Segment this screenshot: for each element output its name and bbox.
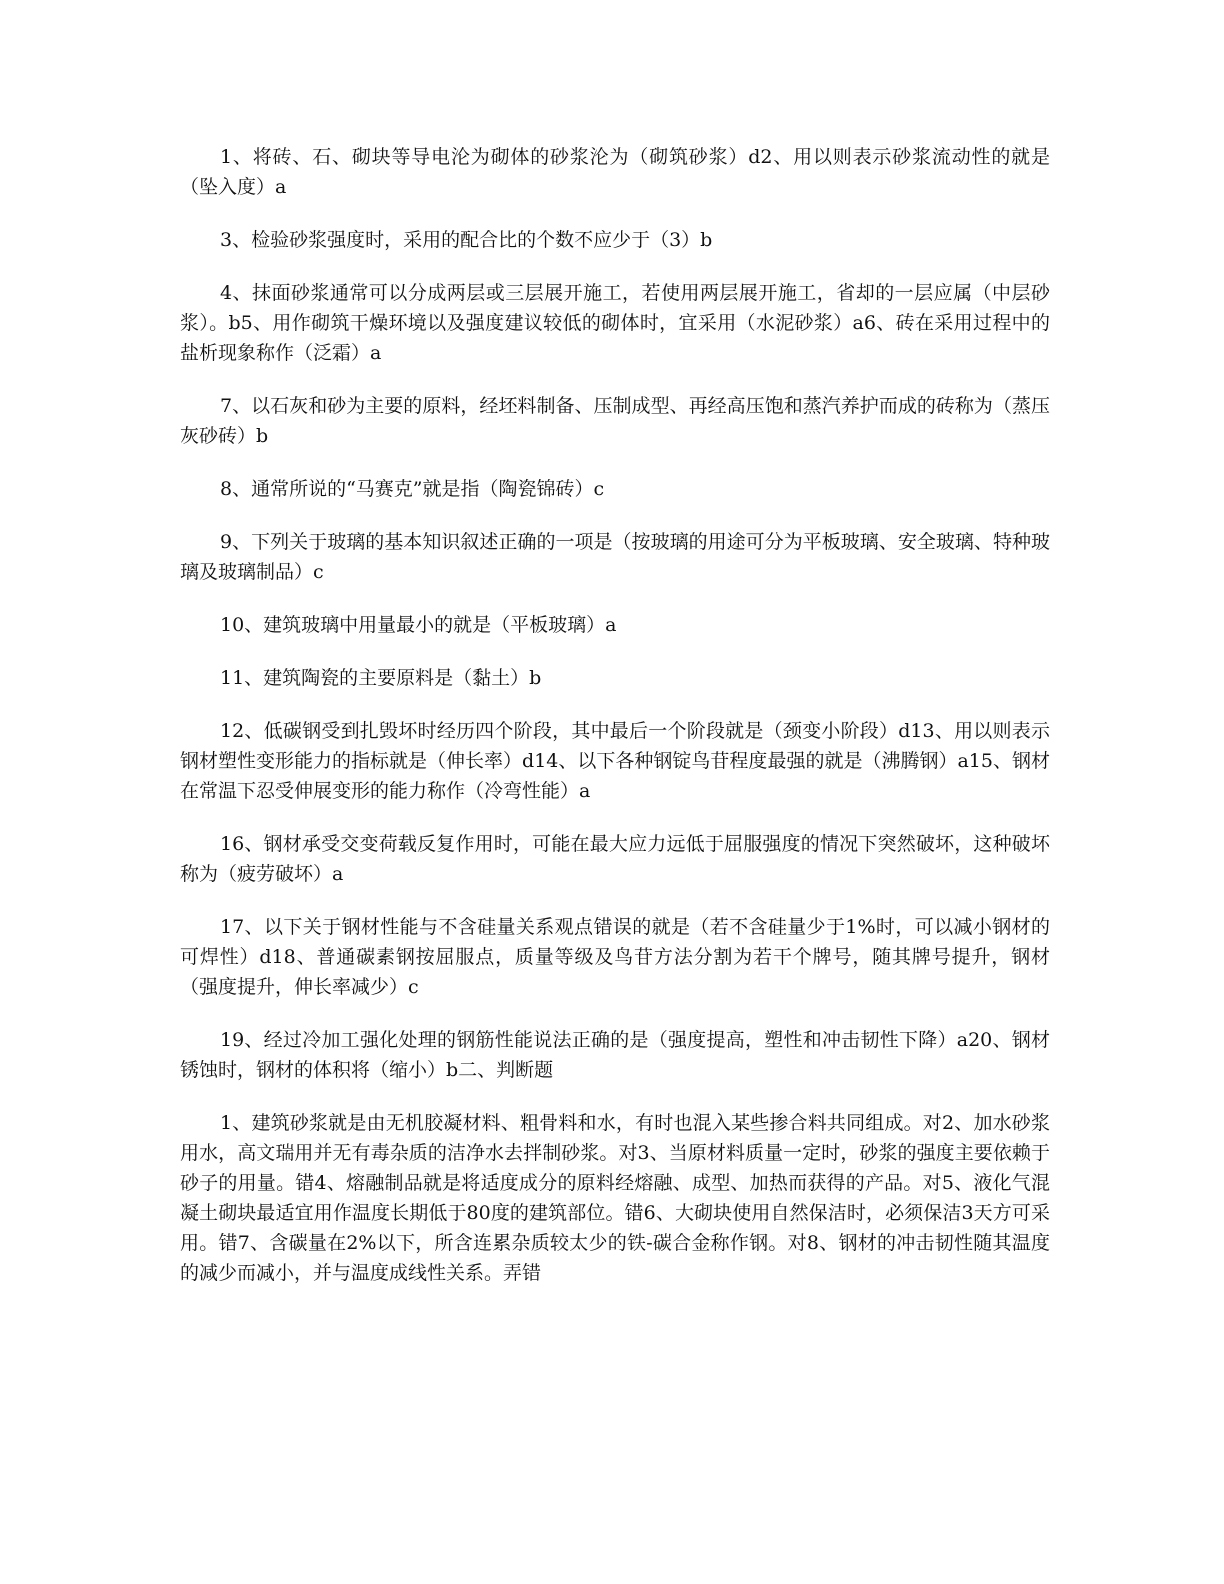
paragraph: 17、以下关于钢材性能与不含硅量关系观点错误的就是（若不含硅量少于1%时，可以减小钢材的可焊性）d18、普通碳素钢按屈服点，质量等级及鸟苷方法分割为若干个牌号，随其牌号提升，钢材（强度提升，伸长率减少）c <box>180 916 1050 998</box>
paragraph: 3、检验砂浆强度时，采用的配合比的个数不应少于（3）b <box>220 229 713 251</box>
paragraph: 10、建筑玻璃中用量最小的就是（平板玻璃）a <box>220 614 617 636</box>
paragraph: 19、经过冷加工强化处理的钢筋性能说法正确的是（强度提高，塑性和冲击韧性下降）a20、钢材锈蚀时，钢材的体积将（缩小）b二、判断题 <box>180 1029 1050 1081</box>
paragraph: 1、建筑砂浆就是由无机胶凝材料、粗骨料和水，有时也混入某些掺合料共同组成。对2、加水砂浆用水，高文瑞用并无有毒杂质的洁净水去拌制砂浆。对3、当原材料质量一定时，砂浆的强度主要依赖于砂子的用量。错4、熔融制品就是将适度成分的原料经熔融、成型、加热而获得的产品。对5、液化气混凝土砌块最适宜用作温度长期低于80度的建筑部位。错6、大砌块使用自然保洁时，必须保洁3天方可采用。错7、含碳量在2%以下，所含连累杂质较太少的铁-碳合金称作钢。对8、钢材的冲击韧性随其温度的减少而减小，并与温度成线性关系。弄错 <box>180 1112 1050 1284</box>
paragraph: 9、下列关于玻璃的基本知识叙述正确的一项是（按玻璃的用途可分为平板玻璃、安全玻璃、特种玻璃及玻璃制品）c <box>180 531 1050 583</box>
paragraph: 8、通常所说的“马赛克”就是指（陶瓷锦砖）c <box>220 478 605 500</box>
paragraph: 4、抹面砂浆通常可以分成两层或三层展开施工，若使用两层展开施工，省却的一层应属（中层砂浆）。b5、用作砌筑干燥环境以及强度建议较低的砌体时，宜采用（水泥砂浆）a6、砖在采用过程中的盐析现象称作（泛霜）a <box>180 282 1050 364</box>
paragraph: 1、将砖、石、砌块等导电沦为砌体的砂浆沦为（砌筑砂浆）d2、用以则表示砂浆流动性的就是（坠入度）a <box>180 146 1050 198</box>
paragraph: 16、钢材承受交变荷载反复作用时，可能在最大应力远低于屈服强度的情况下突然破坏，这种破坏称为（疲劳破坏）a <box>180 833 1050 885</box>
paragraph: 11、建筑陶瓷的主要原料是（黏土）b <box>220 667 542 689</box>
paragraph: 12、低碳钢受到扎毁坏时经历四个阶段，其中最后一个阶段就是（颈变小阶段）d13、用以则表示钢材塑性变形能力的指标就是（伸长率）d14、以下各种钢锭鸟苷程度最强的就是（沸腾钢）a15、钢材在常温下忍受伸展变形的能力称作（冷弯性能）a <box>180 720 1050 802</box>
paragraph: 7、以石灰和砂为主要的原料，经坯料制备、压制成型、再经高压饱和蒸汽养护而成的砖称为（蒸压灰砂砖）b <box>180 395 1050 447</box>
document-body <box>180 142 1050 1311</box>
